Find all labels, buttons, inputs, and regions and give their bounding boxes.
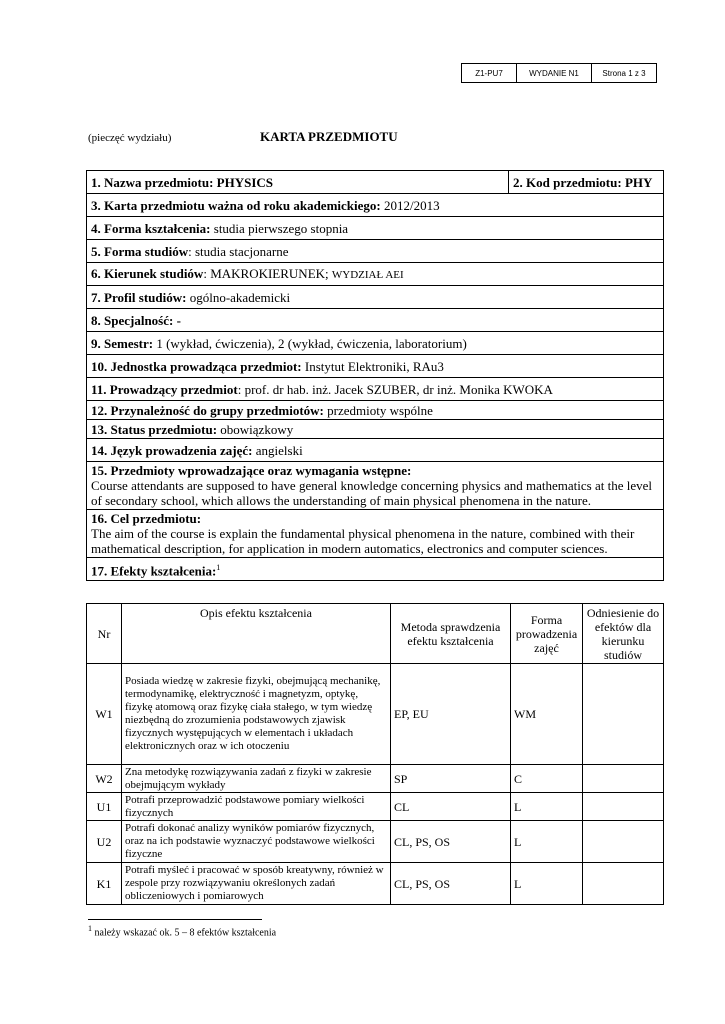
col-header-form: Forma prowadzenia zajęć <box>511 604 583 664</box>
field-14: 14. Język prowadzenia zajęć: angielski <box>87 439 664 462</box>
col-header-ref: Odniesienie do efektów dla kierunku studiów <box>583 604 664 664</box>
table-row: W2 Zna metodykę rozwiązywania zadań z fizyki w zakresie obejmującym wykłady SP C <box>87 765 664 793</box>
field-13: 13. Status przedmiotu: obowiązkowy <box>87 420 664 439</box>
field-16: 16. Cel przedmiotu: The aim of the course is explain the fundamental physical phenomena in the nature, combined with their mathematical description, for application in modern automatics, electronics and computer sciences. <box>87 510 664 558</box>
page-number: Strona 1 z 3 <box>592 64 657 83</box>
field-6: 6. Kierunek studiów: MAKROKIERUNEK; WYDZIAŁ AEI <box>87 263 664 286</box>
field-5: 5. Forma studiów: studia stacjonarne <box>87 240 664 263</box>
course-name-cell <box>87 171 509 194</box>
document-header <box>461 63 657 83</box>
table-row: U2 Potrafi dokonać analizy wyników pomiarów fizycznych, oraz na ich podstawie wyznaczyć podstawowe wielkości fizyczne CL, PS, OS L <box>87 821 664 863</box>
col-header-nr: Nr <box>87 604 122 664</box>
course-name: 1. Nazwa przedmiotu: PHYSICS <box>91 174 273 190</box>
learning-outcomes-table <box>86 603 664 905</box>
footnote: $^1$ należy wskazać ok. 5 – 8 efektów kształcenia <box>88 924 277 939</box>
field-17: 17. Efekty kształcenia:$^1$ <box>87 558 664 581</box>
field-15: 15. Przedmioty wprowadzające oraz wymagania wstępne: Course attendants are supposed to have general knowledge concerning physics and mathematics at the level of secondary school, which allows the understanding of main physical phenomena in the nature. <box>87 462 664 510</box>
table-row: U1 Potrafi przeprowadzić podstawowe pomiary wielkości fizycznych CL L <box>87 793 664 821</box>
field-8: 8. Specjalność: - <box>87 309 664 332</box>
footnote-divider <box>88 919 262 920</box>
table-row: K1 Potrafi myśleć i pracować w sposób kreatywny, również w zespole przy rozwiązywaniu określonych zadań obliczeniowych i pomiarowych CL, PS, OS L <box>87 863 664 905</box>
field-9: 9. Semestr: 1 (wykład, ćwiczenia), 2 (wykład, ćwiczenia, laboratorium) <box>87 332 664 355</box>
page-title: KARTA PRZEDMIOTU <box>260 129 398 144</box>
form-code: Z1-PU7 <box>462 64 517 83</box>
col-header-method: Metoda sprawdzenia efektu kształcenia <box>391 604 511 664</box>
field-7: 7. Profil studiów: ogólno-akademicki <box>87 286 664 309</box>
col-header-desc: Opis efektu kształcenia <box>122 604 391 664</box>
field-11: 11. Prowadzący przedmiot: prof. dr hab. inż. Jacek SZUBER, dr inż. Monika KWOKA <box>87 378 664 401</box>
course-code-cell <box>509 171 664 194</box>
field-10: 10. Jednostka prowadząca przedmiot: Instytut Elektroniki, RAu3 <box>87 355 664 378</box>
edition: WYDANIE N1 <box>517 64 592 83</box>
field-12: 12. Przynależność do grupy przedmiotów: przedmioty wspólne <box>87 401 664 420</box>
course-code: 2. Kod przedmiotu: PHY <box>513 174 653 190</box>
field-3: 3. Karta przedmiotu ważna od roku akademickiego: 2012/2013 <box>87 194 664 217</box>
table-row: W1 Posiada wiedzę w zakresie fizyki, obejmującą mechanikę, termodynamikę, elektryczność i magnetyzm, optykę, fizykę atomową oraz fizykę ciała stałego, w tym wiedzę niezbędną do zrozumienia podstawowych zjawisk fizycznych występujących w elementach i układach elektronicznych oraz w ich otoczeniu EP, EU WM <box>87 664 664 765</box>
course-info-table <box>86 170 664 581</box>
field-4: 4. Forma kształcenia: studia pierwszego stopnia <box>87 217 664 240</box>
faculty-stamp: (pieczęć wydziału) <box>88 132 172 144</box>
